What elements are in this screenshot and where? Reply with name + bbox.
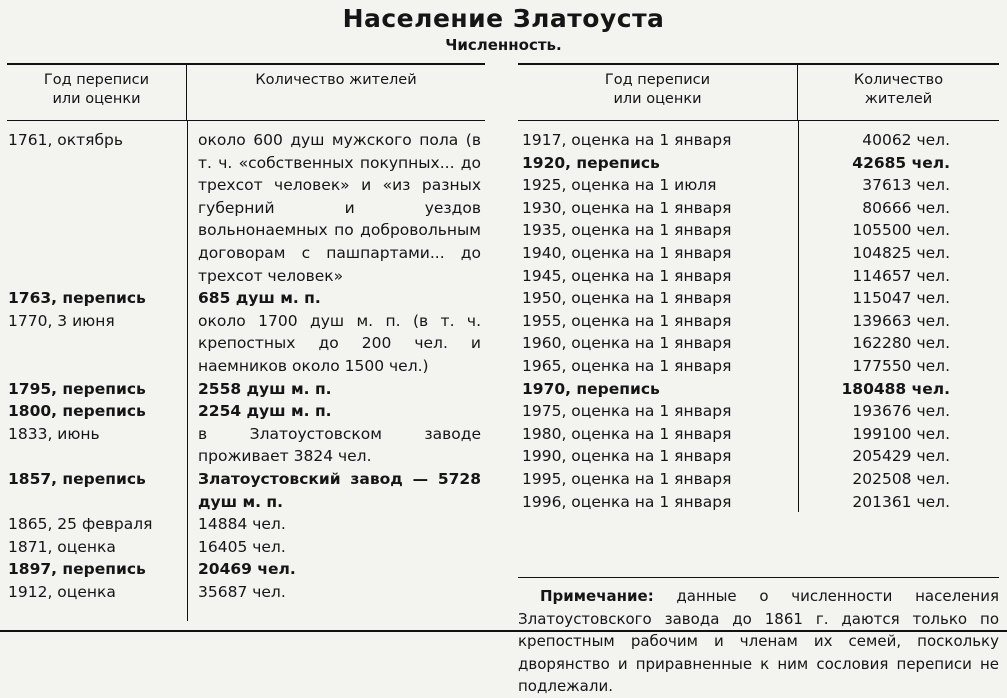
header-year (518, 65, 798, 120)
table-row (518, 423, 999, 446)
table-row (7, 121, 485, 287)
year-cell: 1960, оценка на 1 января (522, 334, 732, 353)
table-row (518, 445, 999, 468)
page-subtitle: Численность. (445, 36, 562, 54)
year-cell: 1990, оценка на 1 января (522, 447, 732, 466)
population-cell: 199100 чел. (852, 424, 950, 443)
population-cell: Златоустовский завод — 5728 душ м. п. (198, 469, 481, 511)
column-divider (187, 121, 188, 621)
population-cell: 14884 чел. (198, 515, 286, 534)
year-cell: 1975, оценка на 1 января (522, 402, 732, 421)
year-cell: 1917, оценка на 1 января (522, 131, 732, 149)
table-row (7, 558, 485, 581)
table-row (7, 400, 485, 423)
year-cell: 1970, перепись (522, 379, 660, 398)
bottom-rule (0, 630, 1007, 632)
year-cell: 1800, перепись (8, 402, 146, 421)
left-population-table (7, 63, 485, 621)
population-cell: 114657 чел. (852, 266, 950, 285)
year-cell: 1945, оценка на 1 января (522, 266, 732, 285)
population-cell: 20469 чел. (198, 560, 296, 579)
year-cell: 1833, июнь (8, 424, 100, 443)
table-row (518, 219, 999, 242)
table-row (7, 468, 485, 513)
year-cell: 1897, перепись (8, 560, 146, 579)
year-cell: 1925, оценка на 1 июля (522, 176, 717, 195)
table-row (518, 310, 999, 333)
header-year (7, 65, 187, 120)
year-cell: 1920, перепись (522, 153, 660, 172)
header-population-text: Количество жителей (255, 72, 417, 88)
table-row (518, 152, 999, 175)
population-cell: 180488 чел. (841, 379, 950, 398)
year-cell: 1980, оценка на 1 января (522, 424, 732, 443)
table-body (7, 121, 485, 621)
population-cell: 139663 чел. (852, 311, 950, 330)
table-row (518, 468, 999, 491)
year-cell: 1795, перепись (8, 379, 146, 398)
table-row (7, 310, 485, 378)
table-row (518, 378, 999, 401)
header-population (798, 65, 999, 120)
year-cell: 1950, оценка на 1 января (522, 289, 732, 308)
population-cell: 2254 душ м. п. (198, 402, 332, 421)
population-cell: около 600 душ мужского пола (в т. ч. «собственных покупных... до трехсот человек» и «из разных губерний и уездов вольнонаемных по добровольным договорам с пашпартами... до трехсот человек» (198, 131, 481, 285)
population-cell: 104825 чел. (852, 243, 950, 262)
table-row (7, 423, 485, 468)
table-row (518, 287, 999, 310)
note-text: данные о численности населения Златоустовского завода до 1861 г. даются только по крепостным рабочим и членам их семей, поскольку дворянство и приравненные к ним сословия переписи не подлежали. (518, 587, 999, 696)
population-cell: 193676 чел. (852, 402, 950, 421)
table-row (7, 536, 485, 559)
header-year-text: Год переписи или оценки (604, 72, 711, 107)
footnote (518, 585, 999, 698)
table-row (7, 378, 485, 401)
table-row (518, 355, 999, 378)
year-cell: 1871, оценка (8, 537, 116, 556)
population-cell: 685 душ м. п. (198, 289, 321, 308)
table-row (7, 287, 485, 310)
table-row (518, 242, 999, 265)
population-cell: 202508 чел. (852, 469, 950, 488)
right-population-table (518, 63, 999, 696)
header-year-text: Год переписи или оценки (43, 72, 150, 107)
year-cell: 1995, оценка на 1 января (522, 469, 732, 488)
population-cell: 16405 чел. (198, 537, 286, 556)
population-cell: в Златоустовском заводе проживает 3824 чел. (198, 424, 481, 466)
table-row (7, 513, 485, 536)
page-title: Население Златоуста (342, 4, 665, 33)
year-cell: 1761, октябрь (8, 131, 124, 149)
population-cell: 80666 чел. (862, 198, 950, 217)
year-cell: 1770, 3 июня (8, 311, 115, 330)
year-cell: 1965, оценка на 1 января (522, 356, 732, 375)
note-label: Примечание: (540, 587, 654, 605)
population-cell: 162280 чел. (852, 334, 950, 353)
table-row (518, 174, 999, 197)
year-cell: 1930, оценка на 1 января (522, 198, 732, 217)
year-cell: 1935, оценка на 1 января (522, 221, 732, 240)
population-cell: 177550 чел. (852, 356, 950, 375)
note-divider (518, 577, 999, 578)
table-row (7, 581, 485, 604)
population-cell: 37613 чел. (862, 176, 950, 195)
table-row (518, 197, 999, 220)
year-cell: 1912, оценка (8, 582, 116, 601)
table-row (518, 121, 999, 152)
year-cell: 1763, перепись (8, 289, 146, 308)
year-cell: 1857, перепись (8, 469, 146, 488)
population-cell: 201361 чел. (852, 492, 950, 511)
population-cell: 105500 чел. (852, 221, 950, 240)
table-row (518, 332, 999, 355)
column-divider (798, 121, 799, 512)
table-row (518, 265, 999, 288)
header-population-text: Количество жителей (853, 72, 944, 107)
population-cell: 35687 чел. (198, 582, 286, 601)
year-cell: 1955, оценка на 1 января (522, 311, 732, 330)
year-cell: 1940, оценка на 1 января (522, 243, 732, 262)
table-body (518, 121, 999, 696)
table-header (7, 65, 485, 121)
population-cell: 2558 душ м. п. (198, 379, 332, 398)
table-row (518, 491, 999, 514)
year-cell: 1996, оценка на 1 января (522, 492, 732, 511)
year-cell: 1865, 25 февраля (8, 515, 153, 534)
table-header (518, 65, 999, 121)
population-cell: около 1700 душ м. п. (в т. ч. крепостных до 200 чел. и наемников около 1500 чел.) (198, 311, 481, 375)
population-cell: 40062 чел. (862, 131, 950, 149)
table-row (518, 400, 999, 423)
population-cell: 205429 чел. (852, 447, 950, 466)
population-cell: 115047 чел. (852, 289, 950, 308)
population-cell: 42685 чел. (852, 153, 950, 172)
header-population (187, 65, 485, 120)
